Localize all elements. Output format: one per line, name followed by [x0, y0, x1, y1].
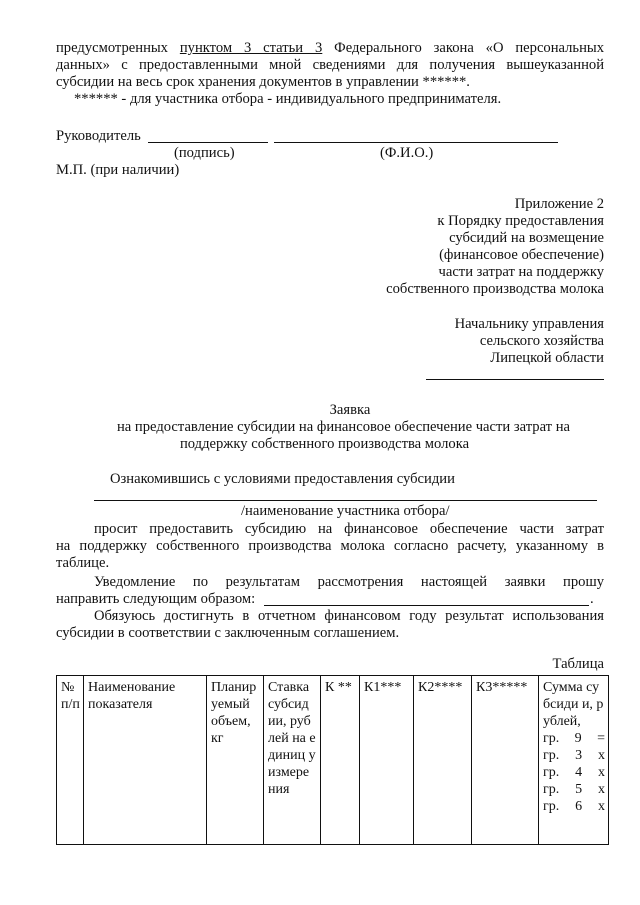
request-line-2: на поддержку собственного производства молока согласно расчету, указанному в — [56, 538, 604, 554]
formula-part: 6 — [575, 799, 583, 814]
notice-end: . — [590, 591, 594, 607]
notice-method-line[interactable] — [264, 605, 589, 606]
formula-part: х — [598, 799, 605, 814]
header-indicator-name: Наименование показателя — [84, 676, 207, 845]
request-line-3: таблице. — [56, 555, 110, 571]
full-name-caption: (Ф.И.О.) — [380, 145, 434, 161]
appendix-line-2: к Порядку предоставления — [437, 213, 604, 229]
signature-line[interactable] — [148, 142, 268, 143]
header-k1: К1*** — [360, 676, 414, 845]
commit-line-1: Обязуюсь достигнуть в отчетном финансовом году результат использования — [94, 608, 604, 624]
calculation-table — [56, 675, 609, 845]
header-planned-volume: Планир уемый объем, кг — [207, 676, 264, 845]
formula-row — [543, 781, 605, 798]
formula-part: гр. — [543, 782, 560, 797]
signature-caption: (подпись) — [174, 145, 235, 161]
table-label: Таблица — [552, 656, 604, 672]
addressee-line-3: Липецкой области — [490, 350, 604, 366]
intro-line-1 — [56, 40, 604, 57]
formula-part: гр. — [543, 748, 560, 763]
formula-part: 3 — [575, 748, 583, 763]
formula-part: х — [598, 748, 605, 763]
header-k3: К3***** — [472, 676, 539, 845]
familiar-text: Ознакомившись с условиями предоставления субсидии — [110, 471, 455, 487]
formula-part: 9 — [574, 731, 582, 746]
stamp-label: М.П. (при наличии) — [56, 162, 180, 178]
addressee-line-2: сельского хозяйства — [479, 333, 604, 349]
formula-part: х — [598, 765, 605, 780]
commit-line-2: субсидии в соответствии с заключенным соглашением. — [56, 625, 400, 641]
table-header-row — [57, 676, 609, 845]
formula-part: 4 — [575, 765, 583, 780]
addressee-name-line[interactable] — [426, 379, 604, 380]
header-subsidy-rate: Ставка субсид ии, рублей на единиц у измере ния — [264, 676, 321, 845]
application-title: Заявка — [329, 402, 371, 418]
intro-line-2: данных» с предоставленными мной сведениями для получения вышеуказанной — [56, 57, 604, 73]
header-subsidy-sum — [539, 676, 609, 845]
law-reference-link[interactable]: пунктом 3 статьи 3 — [179, 40, 323, 56]
notice-line-1: Уведомление по результатам рассмотрения настоящей заявки прошу — [94, 574, 604, 590]
formula-row — [543, 798, 605, 815]
appendix-line-4: (финансовое обеспечение) — [439, 247, 604, 263]
intro-line-3: субсидии на весь срок хранения документов в управлении ******. — [56, 74, 470, 90]
formula-part: гр. — [543, 765, 560, 780]
intro-footnote: ****** - для участника отбора - индивидуального предпринимателя. — [74, 91, 502, 107]
appendix-line-3: субсидий на возмещение — [449, 230, 604, 246]
formula-row — [543, 730, 605, 747]
formula-row — [543, 764, 605, 781]
appendix-line-6: собственного производства молока — [386, 281, 604, 297]
appendix-line-1: Приложение 2 — [514, 196, 604, 212]
header-number: № п/п — [57, 676, 84, 845]
application-subtitle-2: поддержку собственного производства молока — [180, 436, 470, 452]
addressee-line-1: Начальнику управления — [454, 316, 604, 332]
header-subsidy-sum-label: Сумма субсиди и, рублей, — [543, 680, 604, 729]
head-label: Руководитель — [56, 128, 141, 144]
full-name-line[interactable] — [274, 142, 558, 143]
formula-part: гр. — [543, 731, 560, 746]
request-line-1: просит предоставить субсидию на финансовое обеспечение части затрат — [94, 521, 604, 537]
formula-part: = — [597, 731, 605, 746]
formula-part: 5 — [575, 782, 583, 797]
header-k: К ** — [321, 676, 360, 845]
appendix-line-5: части затрат на поддержку — [438, 264, 604, 280]
application-subtitle-1: на предоставление субсидии на финансовое обеспечение части затрат на — [117, 419, 570, 435]
formula-part: гр. — [543, 799, 560, 814]
notice-line-2: направить следующим образом: — [56, 591, 256, 607]
intro-line-1-pre: предусмотренных — [56, 40, 168, 56]
participant-name-line[interactable] — [94, 500, 597, 501]
participant-caption: /наименование участника отбора/ — [241, 503, 450, 519]
formula-part: х — [598, 782, 605, 797]
intro-line-1-post: Федерального закона «О персональных — [334, 40, 604, 56]
formula-row — [543, 747, 605, 764]
header-k2: К2**** — [414, 676, 472, 845]
